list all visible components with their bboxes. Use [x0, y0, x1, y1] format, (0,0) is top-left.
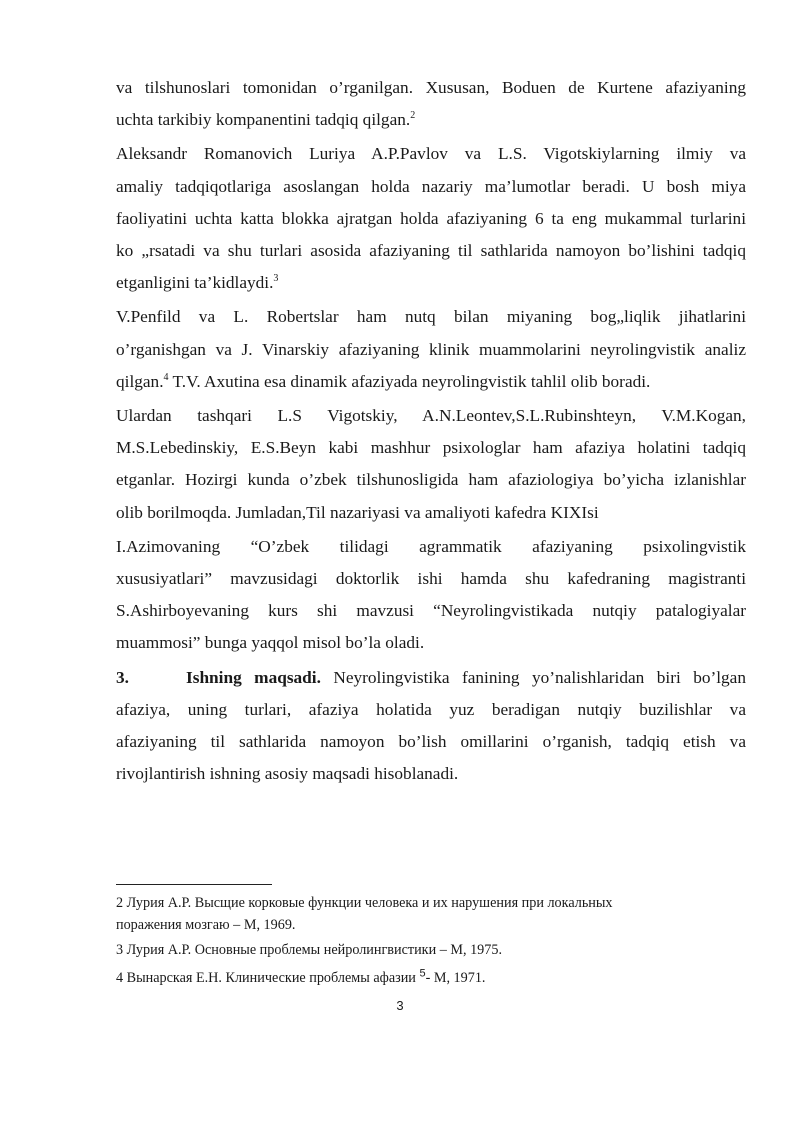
footnote-separator [116, 884, 272, 885]
page-number: 3 [396, 998, 404, 1013]
paragraph-3-line-3-cont: T.V. Axutina esa dinamik afaziyada neyrolingvistik tahlil olib boradi. [168, 371, 651, 391]
section-aim-line-2: afaziya, uning turlari, afaziya holatida yuz beradigan nutqiy buzilishlar va [116, 699, 746, 719]
footnote-2-text: Лурия А.Р. Высщие корковые функции человека и их нарушения при локальных [126, 895, 613, 911]
paragraph-5 [116, 531, 746, 660]
footnote-ref-3[interactable]: 3 [273, 273, 279, 285]
paragraph-4 [116, 400, 746, 529]
document-body [116, 72, 746, 792]
footnote-4-number: 4 [116, 970, 124, 986]
footnote-ref-5[interactable]: 5 [419, 967, 426, 980]
footnote-ref-2[interactable]: 2 [410, 110, 416, 122]
footnote-3 [116, 939, 746, 961]
paragraph-2-line-5: etganligini ta’kidlaydi. [116, 273, 274, 293]
footnote-2-text-cont: поражения мозгаю – М, 1969. [116, 917, 296, 933]
section-title: Ishning maqsadi. [186, 667, 321, 687]
section-aim-line-1 [116, 662, 746, 694]
paragraph-5-line-2: xususiyatlari” mavzusidagi doktorlik ishi hamda shu kafedraning magistranti [116, 569, 746, 589]
paragraph-5-line-3: S.Ashirboyevaning kurs shi mavzusi “Neyrolingvistikada nutqiy patalogiyalar [116, 601, 746, 621]
paragraph-4-line-2: M.S.Lebedinskiy, E.S.Beyn kabi mashhur psixologlar ham afaziya holatini tadqiq [116, 438, 746, 458]
paragraph-2-line-4: ko „rsatadi va shu turlari asosida afaziyaning til sathlarida namoyon bo’lishini tadqiq [116, 241, 746, 261]
paragraph-5-line-4: muammosi” bunga yaqqol misol bo’la oladi. [116, 633, 425, 653]
footnote-4 [116, 967, 746, 989]
footnote-3-number: 3 [116, 942, 124, 958]
paragraph-3-line-1: V.Penfild va L. Robertslar ham nutq bilan miyaning bog„liqlik jihatlarini [116, 307, 746, 327]
footnote-2-number: 2 [116, 895, 124, 911]
footnote-4-text-end: - М, 1971. [425, 970, 486, 986]
footnote-2 [116, 892, 746, 936]
paragraph-5-line-1: I.Azimovaning “O’zbek tilidagi agrammatik afaziyaning psixolingvistik [116, 536, 746, 556]
footnote-4-text: Вынарская Е.Н. Клинические проблемы афазии [126, 970, 420, 986]
paragraph-1-line-2: uchta tarkibiy kompanentini tadqiq qilgan. [116, 110, 411, 130]
paragraph-1 [116, 72, 746, 136]
paragraph-4-line-1: Ulardan tashqari L.S Vigotskiy, A.N.Leontev,S.L.Rubinshteyn, V.M.Kogan, [116, 406, 746, 426]
paragraph-2-line-1: Aleksandr Romanovich Luriya A.P.Pavlov va L.S. Vigotskiylarning ilmiy va [116, 144, 746, 164]
paragraph-2 [116, 138, 746, 299]
footnote-3-text: Лурия А.Р. Основные проблемы нейролингвистики – М, 1975. [126, 942, 502, 958]
footnotes [116, 892, 746, 992]
paragraph-3-line-2: o’rganishgan va J. Vinarskiy afaziyaning klinik muammolarini neyrolingvistik analiz [116, 339, 746, 359]
section-aim-line-1-text: Neyrolingvistika fanining yo’nalishlaridan biri bo’lgan [320, 667, 746, 687]
paragraph-2-line-3: faoliyatini uchta katta blokka ajratgan holda afaziyaning 6 ta eng mukammal turlarini [116, 208, 746, 228]
section-number: 3. [116, 667, 129, 687]
section-aim-line-3: afaziyaning til sathlarida namoyon bo’lish omillarini o’rganish, tadqiq etish va [116, 732, 746, 752]
paragraph-4-line-4: olib borilmoqda. Jumladan,Til nazariyasi va amaliyoti kafedra KIXIsi [116, 502, 599, 522]
paragraph-3 [116, 301, 746, 398]
section-aim-line-4: rivojlantirish ishning asosiy maqsadi hisoblanadi. [116, 764, 459, 784]
paragraph-2-line-2: amaliy tadqiqotlariga asoslangan holda nazariy ma’lumotlar beradi. U bosh miya [116, 176, 746, 196]
footnote-ref-4[interactable]: 4 [163, 372, 169, 384]
paragraph-3-line-3: qilgan. [116, 371, 164, 391]
paragraph-1-line-1: va tilshunoslari tomonidan o’rganilgan. Xususan, Boduen de Kurtene afaziyaning [116, 78, 746, 97]
section-aim [116, 662, 746, 791]
paragraph-4-line-3: etganlar. Hozirgi kunda o’zbek tilshunosligida ham afaziologiya bo’yicha izlanishlar [116, 470, 746, 490]
